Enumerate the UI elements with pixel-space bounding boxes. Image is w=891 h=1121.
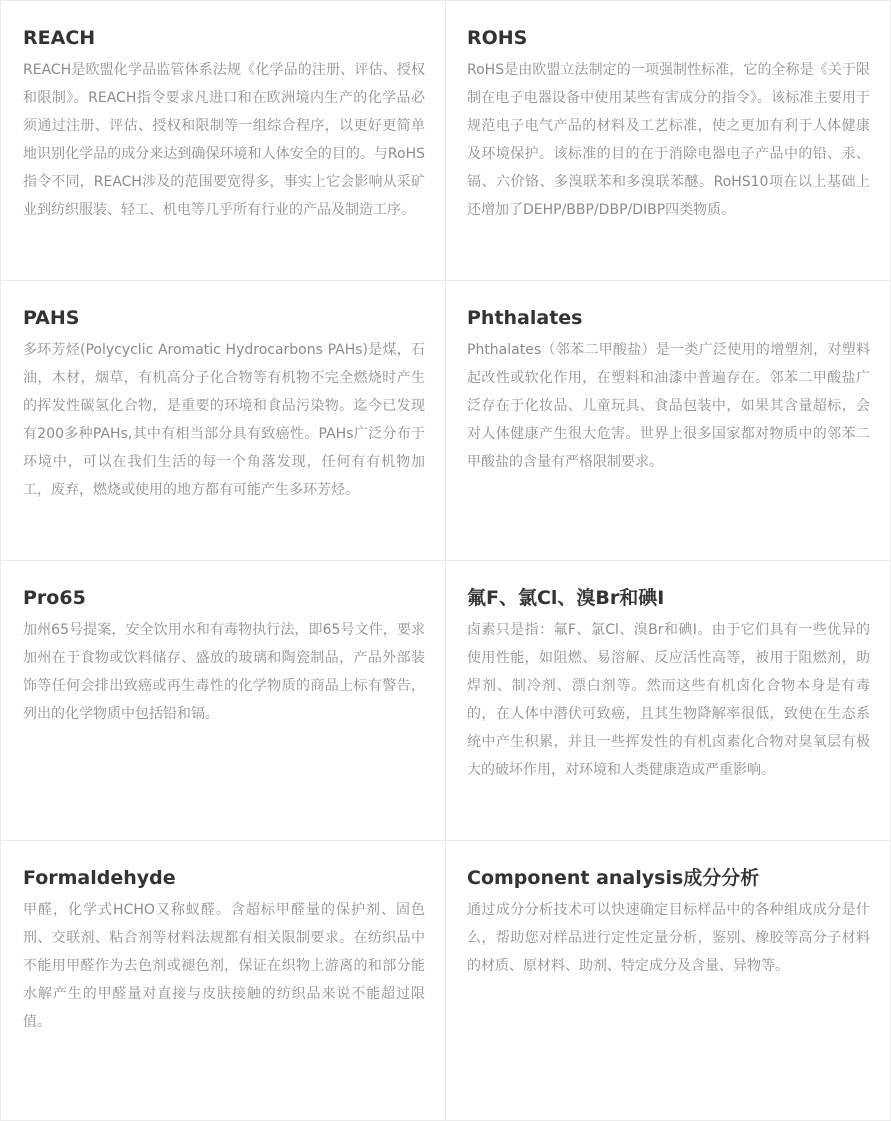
card-title: Formaldehyde [23,867,176,889]
card-component-analysis [446,841,891,1121]
card-description: 加州65号提案，安全饮用水和有毒物执行法，即65号文件，要求加州在于食物或饮料储存、盛放的玻璃和陶瓷制品，产品外部装饰等任何会排出致癌或再生毒性的化学物质的商品上标有警告，列出的化学物质中包括铅和镉。 [23,622,425,722]
card-description: Phthalates（邻苯二甲酸盐）是一类广泛使用的增塑剂，对塑料起改性或软化作用，在塑料和油漆中普遍存在。邻苯二甲酸盐广泛存在于化妆品、儿童玩具、食品包装中，如果其含量超标，会对人体健康产生很大危害。世界上很多国家都对物质中的邻苯二甲酸盐的含量有严格限制要求。 [467,342,870,470]
card-reach [0,0,446,281]
card-halogens [446,561,891,841]
card-description: RoHS是由欧盟立法制定的一项强制性标准，它的全称是《关于限制在电子电器设备中使用某些有害成分的指令》。该标准主要用于规范电子电气产品的材料及工艺标准，使之更加有利于人体健康及环境保护。该标准的目的在于消除电器电子产品中的铅、汞、镉、六价铬、多溴联苯和多溴联苯醚。RoHS10项在以上基础上还增加了DEHP/BBP/DBP/DIBP四类物质。 [467,62,870,218]
card-title: Component analysis成分分析 [467,867,760,889]
card-phthalates [446,281,891,561]
card-description: 多环芳烃(Polycyclic Aromatic Hydrocarbons PAHs)是煤，石油，木材，烟草，有机高分子化合物等有机物不完全燃烧时产生的挥发性碳氢化合物，是重要的环境和食品污染物。迄今已发现有200多种PAHs,其中有相当部分具有致癌性。PAHs广泛分布于环境中，可以在我们生活的每一个角落发现，任何有有机物加工，废弃，燃烧或使用的地方都有可能产生多环芳烃。 [23,342,425,498]
card-title: ROHS [467,27,528,49]
card-title: REACH [23,27,96,49]
card-description: 通过成分分析技术可以快速确定目标样品中的各种组成成分是什么，帮助您对样品进行定性定量分析，鉴别、橡胶等高分子材料的材质、原材料、助剂、特定成分及含量、异物等。 [467,902,870,974]
card-title: PAHS [23,307,80,329]
card-title: Phthalates [467,307,583,329]
card-description: REACH是欧盟化学品监管体系法规《化学品的注册、评估、授权和限制》。REACH指令要求凡进口和在欧洲境内生产的化学品必须通过注册、评估、授权和限制等一组综合程序，以更好更简单地识别化学品的成分来达到确保环境和人体安全的目的。与RoHS指令不同，REACH涉及的范围要宽得多，事实上它会影响从采矿业到纺织服装、轻工、机电等几乎所有行业的产品及制造工序。 [23,62,425,218]
card-title: 氟F、氯Cl、溴Br和碘I [467,587,665,609]
card-formaldehyde [0,841,446,1121]
card-pahs [0,281,446,561]
card-description: 甲醛，化学式HCHO又称蚁醛。含超标甲醛量的保护剂、固色刑、交联剂、粘合剂等材料法规都有相关限制要求。在纺织品中不能用甲醛作为去色剂或褪色剂，保证在织物上游离的和部分能水解产生的甲醛量对直接与皮肤接触的纺织品来说不能超过限值。 [23,902,425,1030]
card-pro65 [0,561,446,841]
card-description: 卤素只是指：氟F、氯Cl、溴Br和碘I。由于它们具有一些优异的使用性能，如阻燃、易溶解、反应活性高等，被用于阻燃剂，助焊剂、制冷剂、漂白剂等。然而这些有机卤化合物本身是有毒的，在人体中潜伏可致癌，且其生物降解率很低，致使在生态系统中产生积累，并且一些挥发性的有机卤素化合物对臭氧层有极大的破坏作用，对环境和人类健康造成严重影响。 [467,622,870,778]
card-rohs [446,0,891,281]
card-title: Pro65 [23,587,86,609]
